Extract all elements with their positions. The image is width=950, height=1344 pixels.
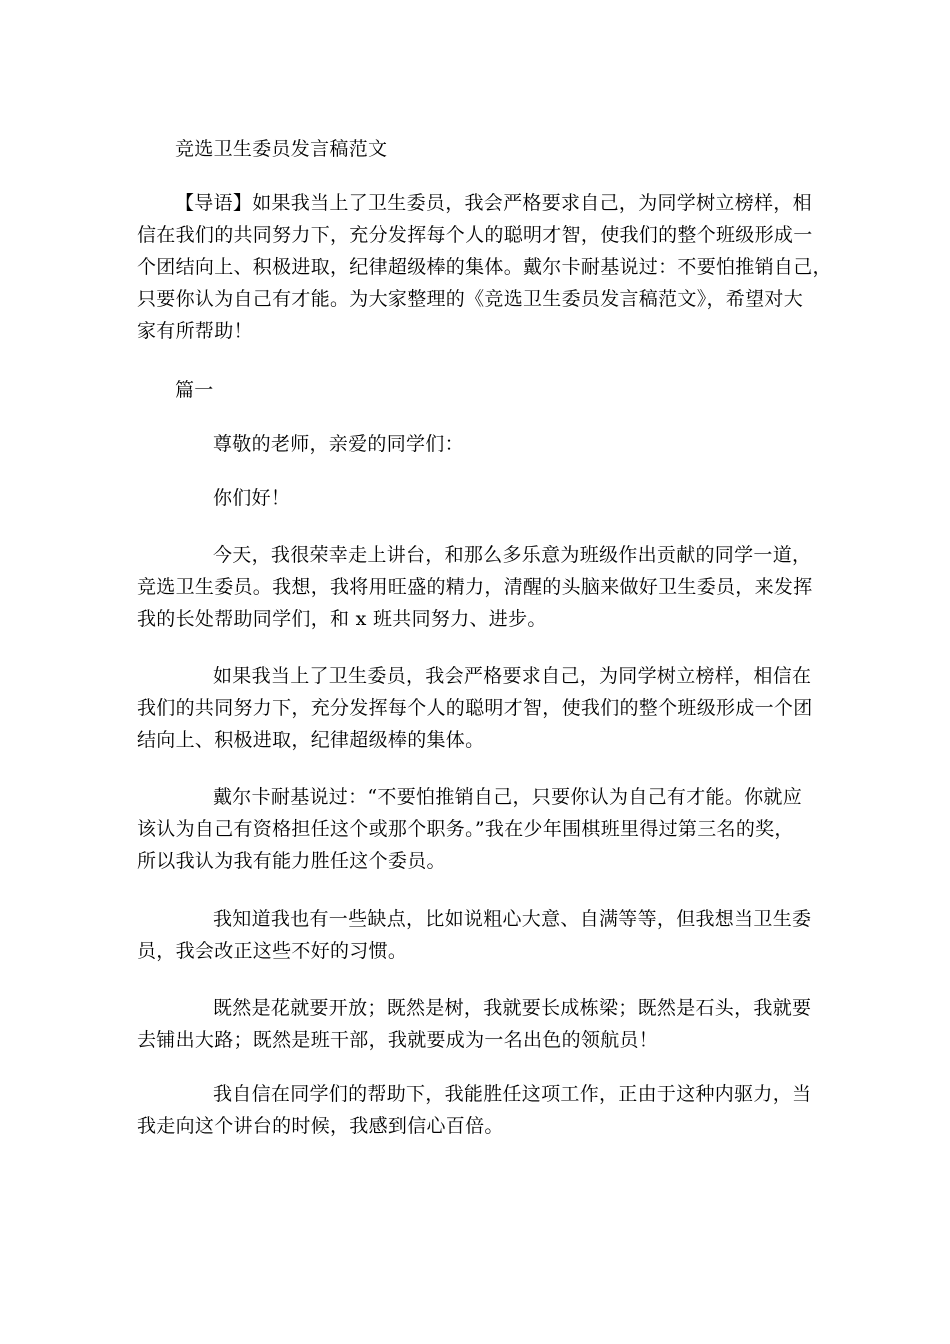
intro-paragraph [137, 219, 832, 347]
paragraph-line: 我自信在同学们的帮助下，我能胜任这项工作，正由于这种内驱力，当 [213, 1083, 812, 1105]
paragraph-4-first-line [213, 903, 811, 935]
paragraph-line: 该认为自己有资格担任这个或那个职务。”我在少年围棋班里得过第三名的奖， [137, 818, 794, 840]
paragraph-2-first-line [213, 660, 811, 692]
intro-line: 家有所帮助！ [137, 320, 253, 342]
paragraph-6-first-line [213, 1078, 811, 1110]
greeting-line: 你们好！ [213, 487, 291, 509]
paragraph-line: 戴尔卡耐基说过：“不要怕推销自己，只要你认为自己有才能。你就应 [213, 786, 803, 808]
document-title [175, 133, 387, 165]
paragraph-3 [137, 813, 794, 877]
intro-line: 只要你认为自己有才能。为大家整理的《竞选卫生委员发言稿范文》，希望对大 [137, 288, 804, 310]
paragraph-2 [137, 692, 813, 756]
salutation [213, 428, 464, 460]
paragraph-1-first-line [213, 539, 811, 571]
paragraph-line: 我们的共同努力下，充分发挥每个人的聪明才智，使我们的整个班级形成一个团 [137, 697, 813, 719]
paragraph-4 [137, 935, 407, 967]
paragraph-line: 我知道我也有一些缺点，比如说粗心大意、自满等等，但我想当卫生委 [213, 908, 812, 930]
paragraph-3-first-line [213, 781, 802, 813]
intro-line: 【导语】如果我当上了卫生委员，我会严格要求自己，为同学树立榜样，相 [175, 192, 812, 214]
intro-line: 信在我们的共同努力下，充分发挥每个人的聪明才智，使我们的整个班级形成一 [137, 224, 813, 246]
paragraph-line: 既然是花就要开放；既然是树，我就要长成栋梁；既然是石头，我就要 [213, 997, 812, 1019]
paragraph-line: 我走向这个讲台的时候，我感到信心百倍。 [137, 1115, 504, 1137]
paragraph-1 [137, 571, 813, 635]
paragraph-line: 如果我当上了卫生委员，我会严格要求自己，为同学树立榜样，相信在 [213, 665, 812, 687]
paragraph-line: 今天，我很荣幸走上讲台，和那么多乐意为班级作出贡献的同学一道， [213, 544, 812, 566]
paragraph-line: 竞选卫生委员。我想，我将用旺盛的精力，清醒的头脑来做好卫生委员，来发挥 [137, 576, 813, 598]
section-heading [175, 374, 214, 406]
paragraph-6 [137, 1110, 504, 1142]
paragraph-line: 我的长处帮助同学们，和 x 班共同努力、进步。 [137, 608, 547, 630]
salutation-line: 尊敬的老师，亲爱的同学们： [213, 433, 464, 455]
paragraph-line: 所以我认为我有能力胜任这个委员。 [137, 850, 446, 872]
paragraph-5 [137, 1024, 658, 1056]
paragraph-line: 结向上、积极进取，纪律超级棒的集体。 [137, 729, 485, 751]
title-line: 竞选卫生委员发言稿范文 [175, 138, 388, 160]
section-heading-line: 篇一 [175, 379, 214, 401]
intro-line: 个团结向上、积极进取，纪律超级棒的集体。戴尔卡耐基说过：不要怕推销自己， [137, 256, 832, 278]
greeting [213, 482, 290, 514]
paragraph-line: 去铺出大路；既然是班干部，我就要成为一名出色的领航员！ [137, 1029, 659, 1051]
paragraph-5-first-line [213, 992, 811, 1024]
paragraph-line: 员，我会改正这些不好的习惯。 [137, 940, 408, 962]
intro-first-line [175, 187, 812, 219]
